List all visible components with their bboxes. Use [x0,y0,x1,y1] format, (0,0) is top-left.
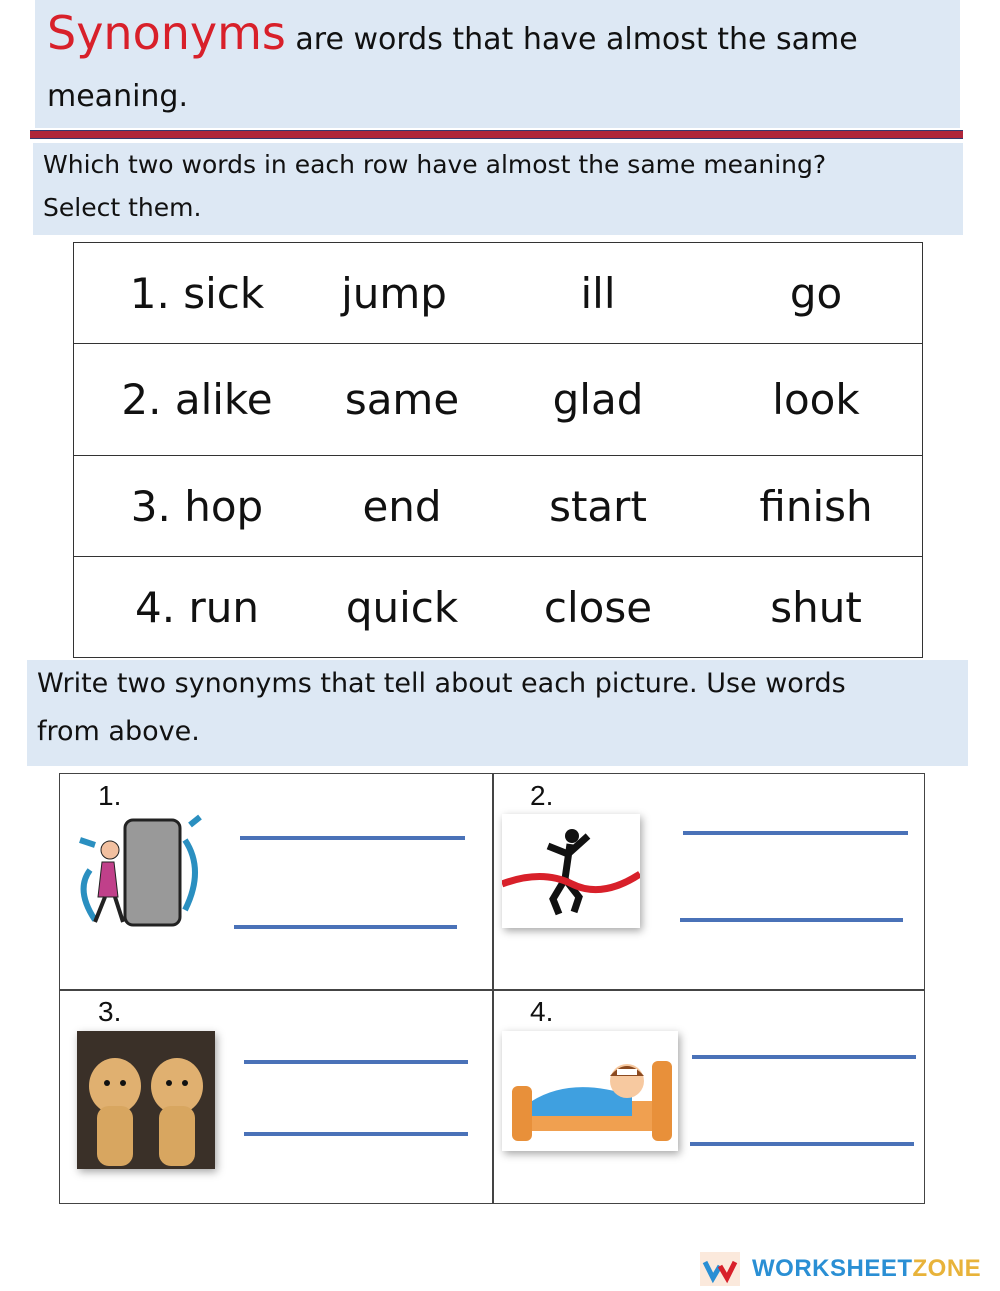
logo-text-1: WORKSHEET [752,1255,913,1282]
word-option[interactable]: close [543,582,653,632]
answer-line[interactable] [683,831,908,835]
word-option[interactable]: same [344,375,460,424]
picture-number: 3. [98,996,122,1027]
word-option[interactable]: 3. hop [130,481,264,531]
logo-w-icon [700,1252,740,1286]
word-option[interactable]: look [772,375,860,424]
definition-text [47,2,858,71]
instruction-1-line2: Select them. [43,193,202,222]
word-option[interactable]: shut [770,582,862,632]
word-option[interactable]: go [789,268,843,318]
instruction-2 [27,660,968,766]
answer-line[interactable] [244,1132,468,1136]
table-row [74,243,923,344]
instruction-1-line1: Which two words in each row have almost the same meaning? [43,150,827,179]
definition-line2: meaning. [47,79,189,114]
picture-number: 4. [530,996,554,1027]
table-row [74,456,923,557]
answer-line[interactable] [680,918,903,922]
logo-text-2: ZONE [912,1255,982,1282]
word-option[interactable]: 4. run [135,582,259,632]
word-option[interactable]: 1. sick [129,268,265,318]
worksheetzone-logo [700,1252,981,1286]
grid-divider [59,989,925,991]
definition-rest: are words that have almost the same [285,22,858,57]
word-option[interactable]: jump [341,268,447,318]
definition-box [35,0,960,128]
door-shut-picture [70,810,210,935]
word-option[interactable]: finish [759,481,873,531]
word-option[interactable]: end [362,481,442,531]
finish-line-picture [502,814,640,928]
word-option[interactable]: ill [580,268,616,318]
word-option[interactable]: 2. alike [121,375,273,424]
table-row [74,344,923,456]
instruction-1 [33,143,963,235]
table-row [74,557,923,658]
answer-line[interactable] [234,925,457,929]
answer-line[interactable] [690,1142,914,1146]
instruction-2-line2: from above. [37,716,200,747]
instruction-2-line1: Write two synonyms that tell about each picture. Use words [37,668,846,699]
answer-line[interactable] [692,1055,916,1059]
picture-number: 2. [530,780,554,811]
word-option[interactable]: quick [345,582,459,632]
sick-child-picture [502,1031,678,1151]
word-table [73,242,923,658]
divider [30,130,963,139]
picture-number: 1. [98,780,122,811]
puppies-picture [77,1031,215,1169]
word-option[interactable]: glad [552,375,644,424]
title-word: Synonyms [47,6,286,60]
answer-line[interactable] [240,836,465,840]
answer-line[interactable] [244,1060,468,1064]
word-option[interactable]: start [549,481,647,531]
